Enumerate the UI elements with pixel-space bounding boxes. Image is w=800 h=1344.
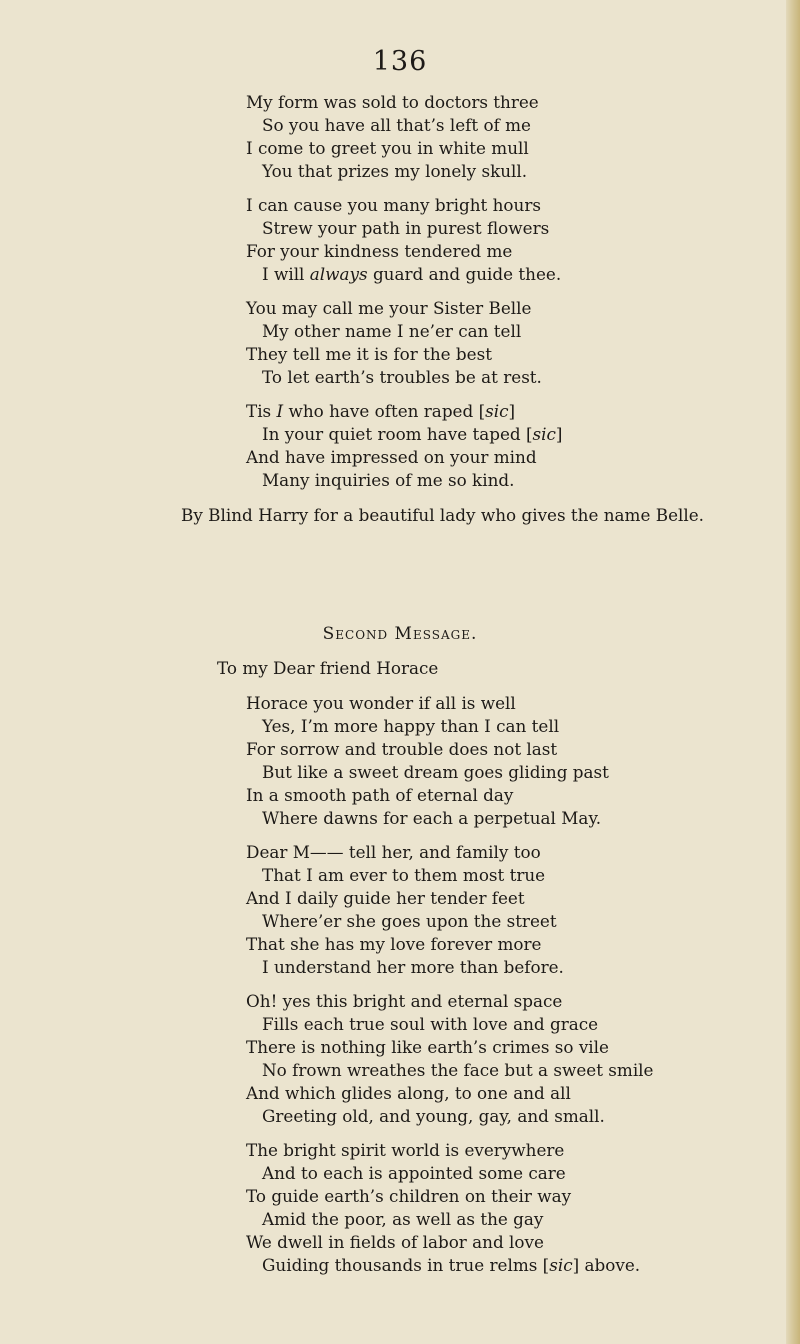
verse-line: In a smooth path of eternal day: [246, 785, 514, 805]
verse-line: Guiding thousands in true relms [sic] above.: [262, 1255, 641, 1275]
verse-line: Amid the poor, as well as the gay: [262, 1209, 544, 1229]
verse-line: Yes, I’m more happy than I can tell: [262, 716, 560, 736]
verse-line: My other name I ne’er can tell: [262, 321, 522, 341]
salutation: To my Dear friend Horace: [217, 658, 439, 678]
verse-line: And to each is appointed some care: [262, 1163, 566, 1183]
verse-line: There is nothing like earth’s crimes so vile: [246, 1037, 609, 1057]
verse-line: My form was sold to doctors three: [246, 92, 539, 112]
verse-line: Greeting old, and young, gay, and small.: [262, 1106, 605, 1126]
verse-line: In your quiet room have taped [sic]: [262, 424, 563, 444]
verse-line: Dear M—— tell her, and family too: [246, 842, 541, 862]
verse-line: And which glides along, to one and all: [246, 1083, 571, 1103]
verse-line: They tell me it is for the best: [246, 344, 492, 364]
verse-line: For your kindness tendered me: [246, 241, 513, 261]
verse-line: That she has my love forever more: [246, 934, 542, 954]
verse-text: I will always guard and guide thee.: [262, 264, 562, 284]
verse-line: That I am ever to them most true: [262, 865, 546, 885]
section-heading: Second Message.: [322, 624, 478, 644]
verse-line: We dwell in fields of labor and love: [246, 1232, 544, 1252]
verse-line: Many inquiries of me so kind.: [262, 470, 515, 490]
verse-line: Where’er she goes upon the street: [262, 911, 557, 931]
verse-line: I come to greet you in white mull: [246, 138, 529, 158]
verse-line: To let earth’s troubles be at rest.: [262, 367, 542, 387]
verse-line: I understand her more than before.: [262, 957, 564, 977]
verse-line: [262, 264, 561, 285]
verse-line: Tis I who have often raped [sic]: [246, 401, 516, 421]
verse-line: And have impressed on your mind: [246, 447, 537, 467]
page-number: 136: [372, 46, 428, 77]
verse-line: No frown wreathes the face but a sweet smile: [262, 1060, 654, 1080]
verse-line: To guide earth’s children on their way: [246, 1186, 572, 1206]
verse-line: Horace you wonder if all is well: [246, 693, 516, 713]
verse-line: You that prizes my lonely skull.: [262, 161, 528, 181]
page-edge: [786, 0, 800, 1344]
attribution: By Blind Harry for a beautiful lady who gives the name Belle.: [181, 505, 704, 525]
verse-line: Oh! yes this bright and eternal space: [246, 991, 563, 1011]
verse-line: And I daily guide her tender feet: [246, 888, 525, 908]
verse-line: The bright spirit world is everywhere: [246, 1140, 565, 1160]
verse-line: Fills each true soul with love and grace: [262, 1014, 599, 1034]
verse-line: You may call me your Sister Belle: [246, 298, 532, 318]
verse-line: But like a sweet dream goes gliding past: [262, 762, 609, 782]
verse-line: For sorrow and trouble does not last: [246, 739, 558, 759]
verse-line: I can cause you many bright hours: [246, 195, 541, 215]
verse-line: So you have all that’s left of me: [262, 115, 531, 135]
verse-line: Where dawns for each a perpetual May.: [262, 808, 602, 828]
verse-line: Strew your path in purest flowers: [262, 218, 550, 238]
